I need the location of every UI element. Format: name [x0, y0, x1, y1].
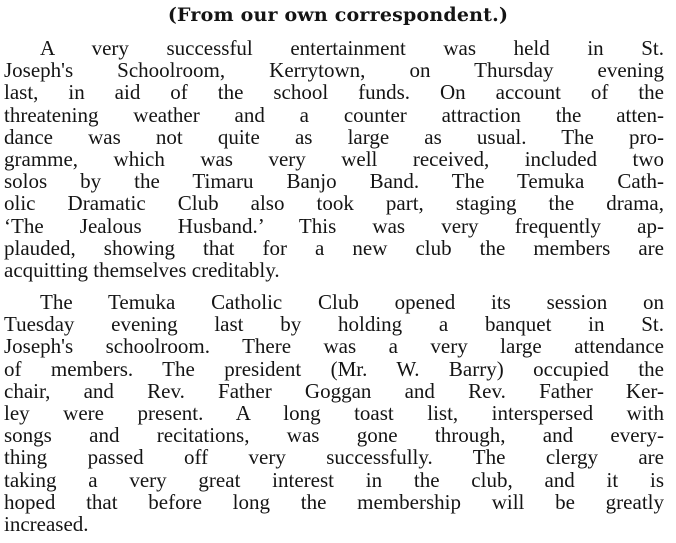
text-line: Tuesday evening last by holding a banquet in St. — [4, 312, 664, 337]
text-line: The Temuka Catholic Club opened its session on — [40, 290, 664, 314]
text-line: threatening weather and a counter attraction the atten- — [4, 102, 664, 127]
text-line: taking a very great interest in the club, and it is — [4, 467, 664, 492]
text-line: solos by the Timaru Banjo Band. The Temuka Cath- — [4, 169, 664, 194]
text-line: olic Dramatic Club also took part, staging the drama, — [4, 191, 664, 216]
text-line: hoped that before long the membership will be greatly — [4, 489, 664, 514]
article-paragraph-2 — [0, 291, 676, 535]
text-line: thing passed off very successfully. The clergy are — [4, 445, 664, 470]
text-line: Joseph's Schoolroom, Kerrytown, on Thursday evening — [4, 58, 664, 83]
text-line: gramme, which was very well received, included two — [4, 146, 664, 171]
text-line: increased. — [4, 511, 89, 536]
text-line: Joseph's schoolroom. There was a very large attendance — [4, 334, 664, 359]
article-heading: (From our own correspondent.) — [167, 4, 509, 26]
text-line: chair, and Rev. Father Goggan and Rev. Father Ker- — [4, 378, 664, 403]
article-paragraph-1 — [0, 37, 676, 281]
text-line: A very successful entertainment was held in St. — [40, 36, 664, 60]
text-line: plauded, showing that for a new club the members are — [4, 235, 664, 260]
text-line: ley were present. A long toast list, interspersed with — [4, 400, 664, 425]
text-line: acquitting themselves creditably. — [4, 257, 280, 282]
text-line: of members. The president (Mr. W. Barry) occupied the — [4, 356, 664, 381]
text-line: ‘The Jealous Husband.’ This was very frequently ap- — [4, 213, 664, 238]
text-line: last, in aid of the school funds. On account of the — [4, 80, 664, 105]
text-line: dance was not quite as large as usual. The pro- — [4, 124, 664, 149]
text-line: songs and recitations, was gone through, and every- — [4, 423, 664, 448]
